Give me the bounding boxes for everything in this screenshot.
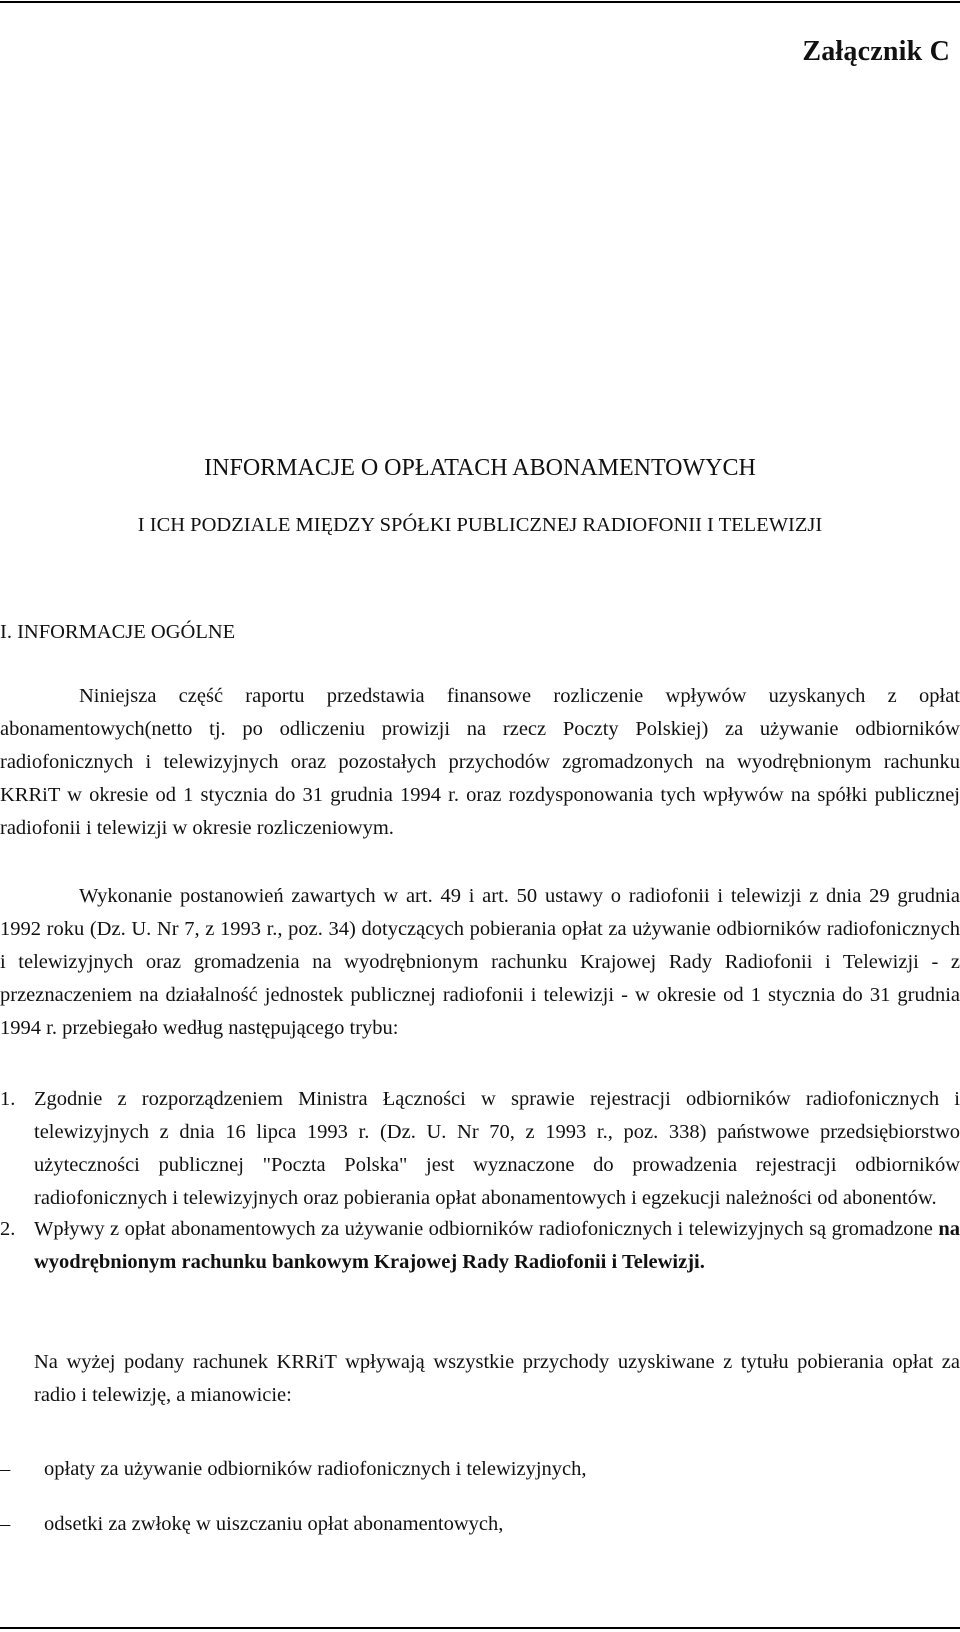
bullet-text: odsetki za zwłokę w uiszczaniu opłat abonamentowych, [44,1513,504,1535]
bottom-rule [0,1627,960,1629]
paragraph-intro: Niniejsza część raportu przedstawia finansowe rozliczenie wpływów uzyskanych z opłat abonamentowych(netto tj. po odliczeniu prowizji na rzecz Poczty Polskiej) za używanie odbiorników radiofonicznych i telewizyjnych oraz pozostałych przychodów zgromadzonych na wyodrębnionym rachunku KRRiT w okresie od 1 stycznia do 31 grudnia 1994 r. oraz rozdysponowania tych wpływów na spółki publicznej radiofonii i telewizji w okresie rozliczeniowym. [0,685,960,839]
paragraph-execution: Wykonanie postanowień zawartych w art. 49 i art. 50 ustawy o radiofonii i telewizji z dnia 29 grudnia 1992 roku (Dz. U. Nr 7, z 1993 r., poz. 34) dotyczących pobierania opłat za używanie odbiorników radiofonicznych i telewizyjnych oraz gromadzenia na wyodrębnionym rachunku Krajowej Rady Radiofonii i Telewizji - z przeznaczeniem na działalność jednostek publicznej radiofonii i telewizji - w okresie od 1 stycznia do 31 grudnia 1994 r. przebiegało według następującego trybu: [0,885,960,1039]
annex-label: Załącznik C [802,36,950,67]
top-rule [0,1,960,3]
list-item-text: Zgodnie z rozporządzeniem Ministra Łączności w sprawie rejestracji odbiorników radiofonicznych i telewizyjnych z dnia 16 lipca 1993 r. (Dz. U. Nr 70, z 1993 r., poz. 338) państwowe przedsiębiorstwo użyteczności publicznej "Poczta Polska" jest wyznaczone do prowadzenia rejestracji odbiorników radiofonicznych i telewizyjnych oraz pobierania opłat abonamentowych i egzekucji należności od abonentów. [34,1088,960,1209]
list-item [0,1083,960,1215]
document-subtitle: I ICH PODZIALE MIĘDZY SPÓŁKI PUBLICZNEJ RADIOFONII I TELEWIZJI [137,514,823,536]
paragraph-revenue: Na wyżej podany rachunek KRRiT wpływają wszystkie przychody uzyskiwane z tytułu pobierania opłat za radio i telewizję, a mianowicie: [34,1351,960,1406]
dash-bullet-icon: – [0,1513,11,1535]
list-item [0,1213,960,1279]
dash-bullet-icon: – [0,1458,11,1480]
list-item-text-plain: Wpływy z opłat abonamentowych za używanie odbiorników radiofonicznych i telewizyjnych są gromadzone [34,1218,939,1240]
list-item-number: 1. [0,1088,16,1110]
section-heading: I. INFORMACJE OGÓLNE [0,621,236,643]
bullet-text: opłaty za używanie odbiorników radiofonicznych i telewizyjnych, [44,1458,587,1480]
list-item-text-bold: na wyodrębnionym rachunku bankowym Krajowej Rady Radiofonii i Telewizji. [34,1218,960,1273]
list-item-text [34,1213,960,1279]
document-title: INFORMACJE O OPŁATACH ABONAMENTOWYCH [204,455,756,481]
list-item-number: 2. [0,1218,16,1240]
